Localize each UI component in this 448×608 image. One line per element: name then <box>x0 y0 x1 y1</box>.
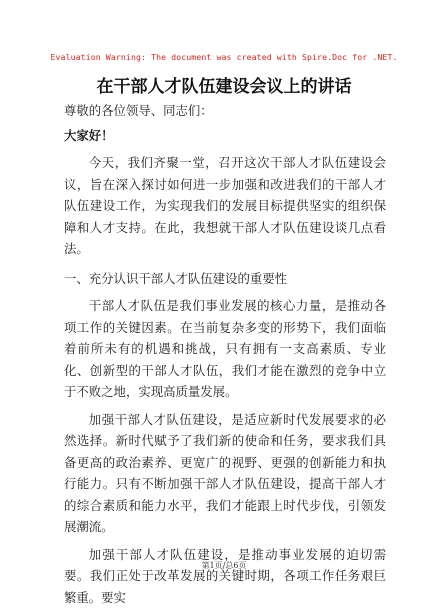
evaluation-warning: Evaluation Warning: The document was created with Spire.Doc for .NET. <box>0 52 448 62</box>
paragraph-new-era: 加强干部人才队伍建设，是适应新时代发展要求的必然选择。新时代赋予了我们新的使命和任务，要求我们具备更高的政治素养、更宽广的视野、更强的创新能力和执行能力。只有不断加强干部人才队伍建设，提高干部人才的综合素质和能力水平，我们才能跟上时代步伐，引领发展潮流。 <box>64 409 386 538</box>
salutation: 尊敬的各位领导、同志们： <box>64 100 386 122</box>
greeting: 大家好！ <box>64 125 386 147</box>
document-title: 在干部人才队伍建设会议上的讲话 <box>0 72 448 97</box>
page-footer: 第1页/总6页 <box>0 560 448 571</box>
paragraph-intro: 今天，我们齐聚一堂，召开这次干部人才队伍建设会议，旨在深入探讨如何进一步加强和改进我们的干部人才队伍建设工作，为实现我们的发展目标提供坚实的组织保障和人才支持。在此，我想就干部人才队伍建设谈几点看法。 <box>64 152 386 260</box>
paragraph-urgent-need: 加强干部人才队伍建设，是推动事业发展的迫切需要。我们正处于改革发展的关键时期，各项工作任务艰巨繁重。要实 <box>64 544 386 608</box>
section-heading: 一、充分认识干部人才队伍建设的重要性 <box>64 268 386 290</box>
paragraph-core-force: 干部人才队伍是我们事业发展的核心力量，是推动各项工作的关键因素。在当前复杂多变的形势下，我们面临着前所未有的机遇和挑战，只有拥有一支高素质、专业化、创新型的干部人才队伍，我们才能在激烈的竞争中立于不败之地，实现高质量发展。 <box>64 295 386 403</box>
document-body <box>64 100 386 608</box>
